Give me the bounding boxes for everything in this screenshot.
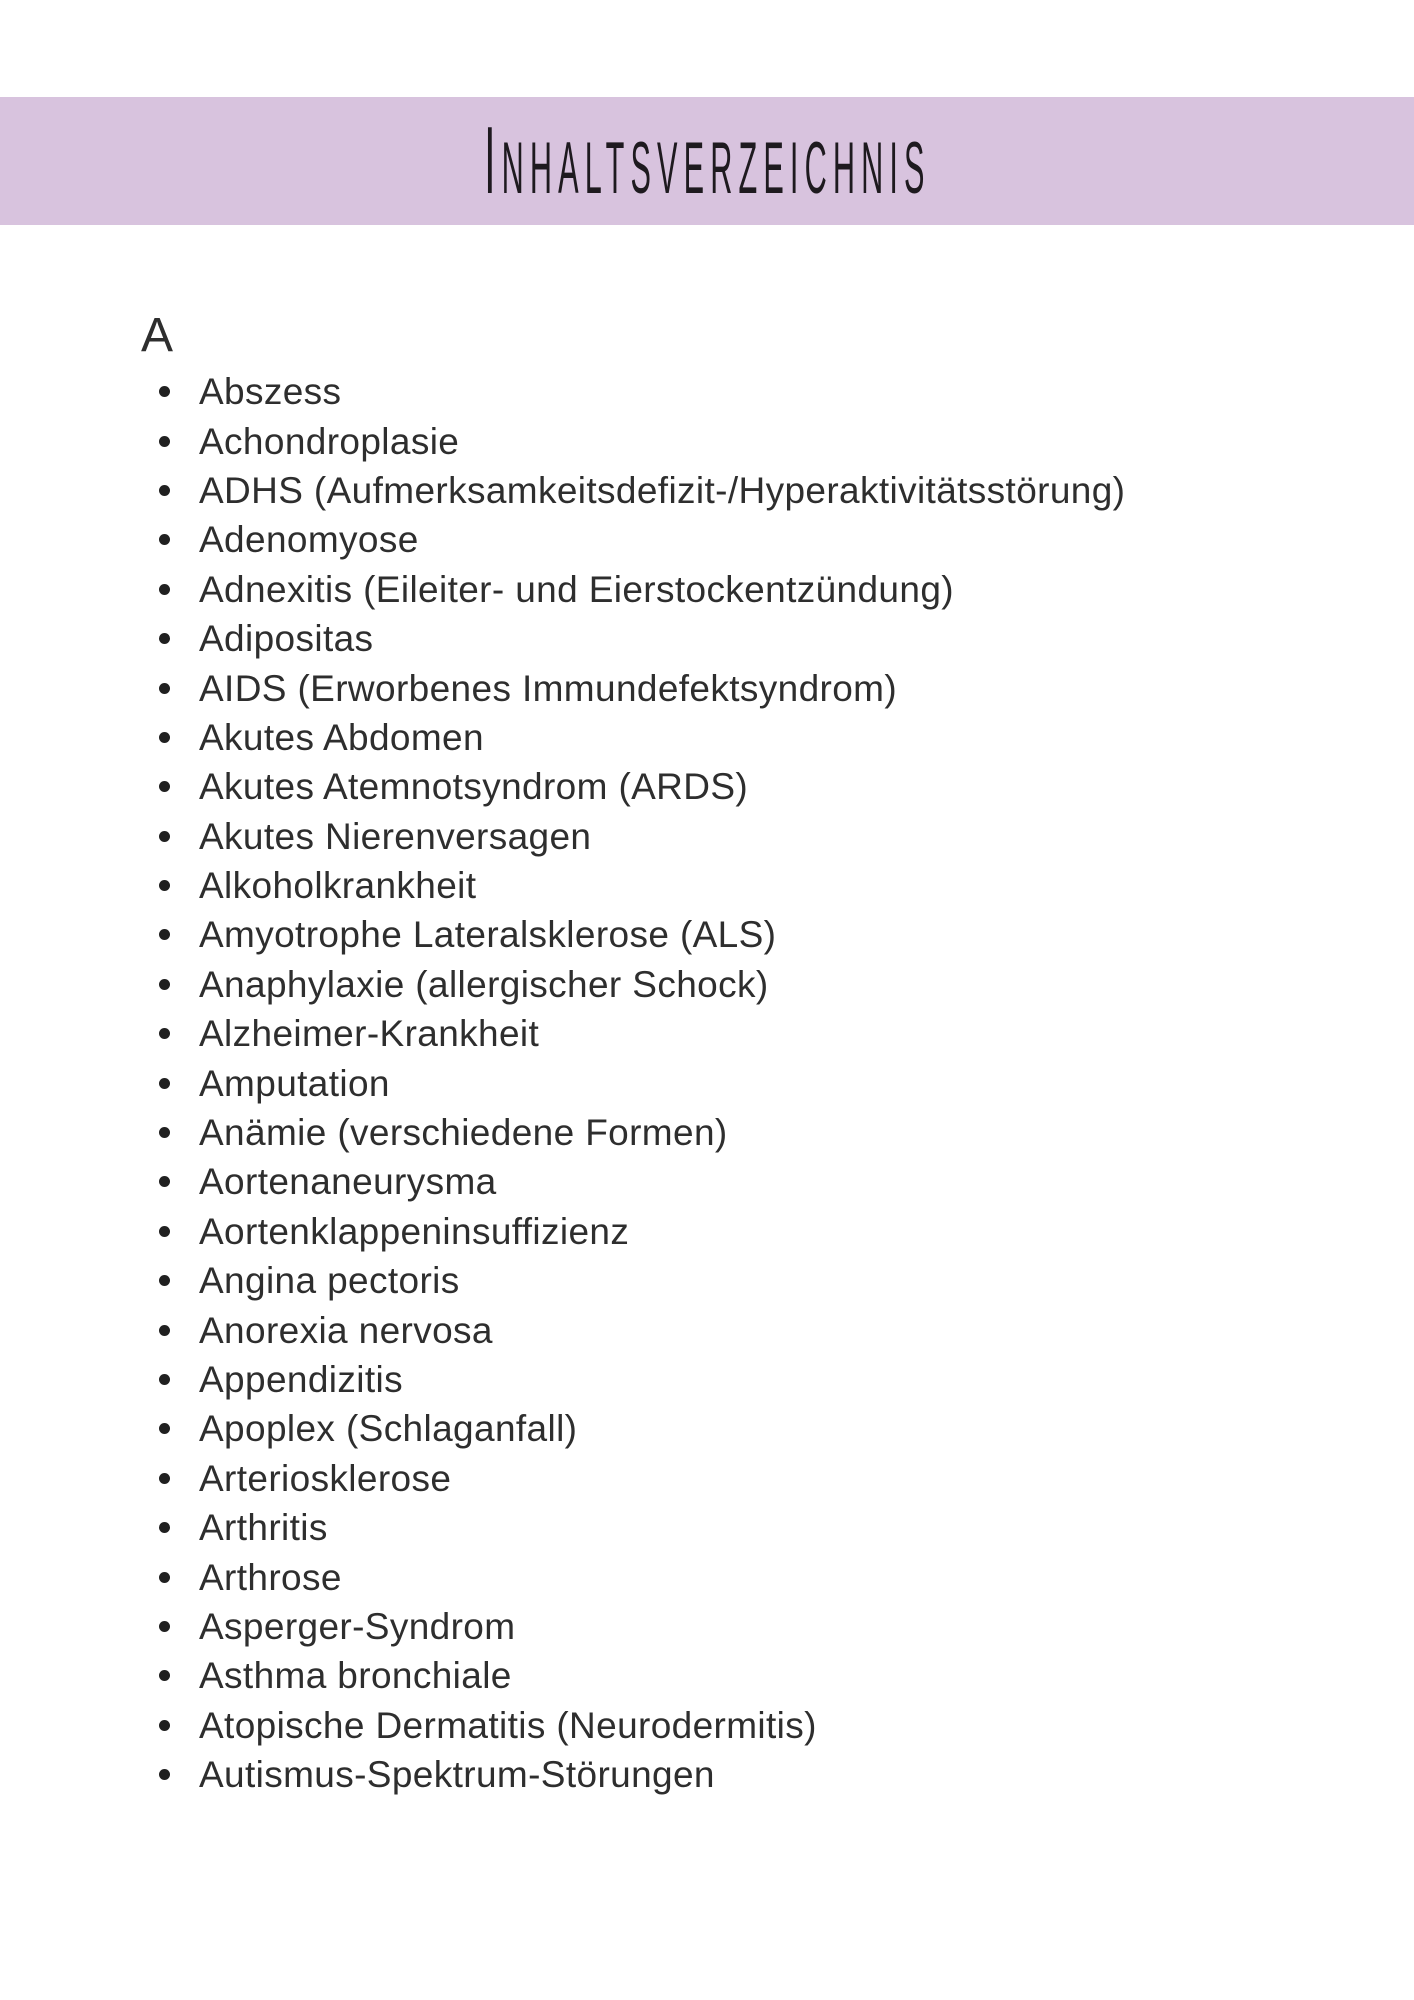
toc-item-label: Amyotrophe Lateralsklerose (ALS) (199, 914, 777, 956)
toc-item (0, 1355, 1414, 1404)
bullet-icon (159, 732, 170, 743)
bullet-icon (159, 1325, 170, 1336)
bullet-icon (159, 1127, 170, 1138)
bullet-icon (159, 1473, 170, 1484)
toc-item (0, 1256, 1414, 1305)
toc-item (0, 466, 1414, 515)
bullet-icon (159, 1670, 170, 1681)
bullet-icon (159, 485, 170, 496)
bullet-icon (159, 929, 170, 940)
toc-item (0, 1058, 1414, 1107)
toc-item (0, 1750, 1414, 1799)
toc-item-label: Asthma bronchiale (199, 1655, 512, 1697)
toc-item (0, 565, 1414, 614)
toc-item (0, 663, 1414, 712)
bullet-icon (159, 1275, 170, 1286)
toc-item-label: Autismus-Spektrum-Störungen (199, 1754, 715, 1796)
bullet-icon (159, 1621, 170, 1632)
toc-item (0, 515, 1414, 564)
bullet-icon (159, 880, 170, 891)
toc-item-label: AIDS (Erworbenes Immundefektsyndrom) (199, 667, 898, 709)
bullet-icon (159, 1423, 170, 1434)
toc-item-label: Asperger-Syndrom (199, 1605, 516, 1647)
toc-item-label: Akutes Abdomen (199, 716, 484, 758)
toc-item (0, 614, 1414, 663)
toc-section (0, 309, 1414, 1799)
toc-item-label: Arthritis (199, 1507, 328, 1549)
toc-item (0, 1404, 1414, 1453)
bullet-icon (159, 1176, 170, 1187)
toc-item (0, 812, 1414, 861)
toc-item-label: Anaphylaxie (allergischer Schock) (199, 963, 769, 1005)
toc-item-label: Akutes Nierenversagen (199, 815, 592, 857)
toc-item-label: Alkoholkrankheit (199, 865, 477, 907)
section-letter: A (141, 309, 174, 362)
bullet-icon (159, 1720, 170, 1731)
bullet-icon (159, 584, 170, 595)
toc-item-label: Angina pectoris (199, 1260, 460, 1302)
toc-item (0, 762, 1414, 811)
bullet-icon (159, 534, 170, 545)
toc-item (0, 960, 1414, 1009)
toc-item (0, 1157, 1414, 1206)
toc-item (0, 1701, 1414, 1750)
toc-item (0, 416, 1414, 465)
toc-item (0, 861, 1414, 910)
bullet-icon (159, 831, 170, 842)
toc-item-label: Aortenaneurysma (199, 1161, 497, 1203)
bullet-icon (159, 781, 170, 792)
bullet-icon (159, 1572, 170, 1583)
toc-item-label: Atopische Dermatitis (Neurodermitis) (199, 1704, 817, 1746)
toc-item-label: Anorexia nervosa (199, 1309, 493, 1351)
toc-item-label: Akutes Atemnotsyndrom (ARDS) (199, 766, 749, 808)
toc-item (0, 1454, 1414, 1503)
toc-list (0, 367, 1414, 1799)
toc-item (0, 1305, 1414, 1354)
toc-item-label: Arthrose (199, 1556, 342, 1598)
bullet-icon (159, 633, 170, 644)
bullet-icon (159, 436, 170, 447)
toc-item (0, 1552, 1414, 1601)
toc-item (0, 1602, 1414, 1651)
toc-item-label: Anämie (verschiedene Formen) (199, 1112, 728, 1154)
toc-item-label: Adenomyose (199, 519, 419, 561)
bullet-icon (159, 1078, 170, 1089)
toc-item-label: Abszess (199, 371, 342, 413)
toc-item (0, 1108, 1414, 1157)
toc-item-label: Aortenklappeninsuffizienz (199, 1210, 630, 1252)
bullet-icon (159, 1226, 170, 1237)
toc-item-label: Adipositas (199, 618, 374, 660)
toc-item-label: Achondroplasie (199, 420, 460, 462)
bullet-icon (159, 1374, 170, 1385)
toc-item (0, 1503, 1414, 1552)
toc-item (0, 1651, 1414, 1700)
toc-item-label: Apoplex (Schlaganfall) (199, 1408, 578, 1450)
toc-item-label: Amputation (199, 1062, 390, 1104)
bullet-icon (159, 683, 170, 694)
toc-item-label: ADHS (Aufmerksamkeitsdefizit-/Hyperaktivitätsstörung) (199, 469, 1126, 511)
toc-item-label: Arteriosklerose (199, 1457, 452, 1499)
bullet-icon (159, 979, 170, 990)
bullet-icon (159, 1028, 170, 1039)
toc-item-label: Alzheimer-Krankheit (199, 1013, 540, 1055)
toc-item-label: Adnexitis (Eileiter- und Eierstockentzündung) (199, 568, 954, 610)
toc-item (0, 1009, 1414, 1058)
toc-item (0, 713, 1414, 762)
bullet-icon (159, 1769, 170, 1780)
bullet-icon (159, 1522, 170, 1533)
toc-item-label: Appendizitis (199, 1359, 403, 1400)
toc-item (0, 367, 1414, 416)
toc-item (0, 1207, 1414, 1256)
page-title: INHALTSVERZEICHNIS (483, 107, 931, 214)
toc-item (0, 910, 1414, 959)
bullet-icon (159, 386, 170, 397)
